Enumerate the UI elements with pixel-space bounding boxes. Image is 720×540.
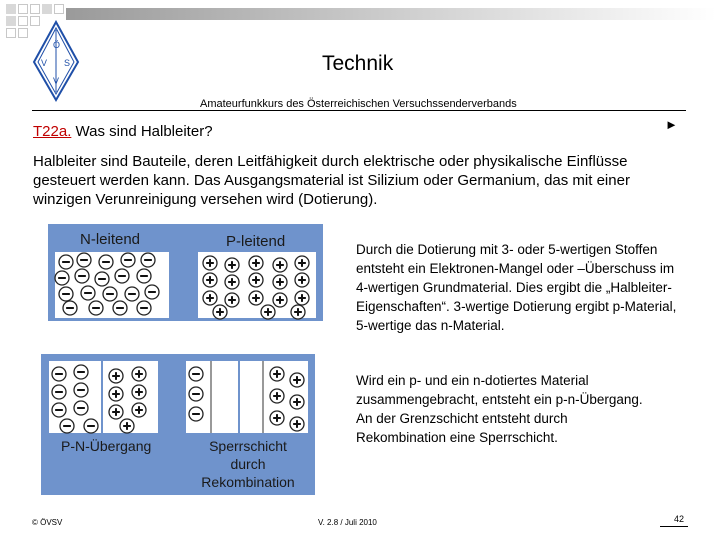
figure-pn-junction <box>41 354 315 495</box>
paragraph-dotierung: Durch die Dotierung mit 3- oder 5-wertigen Stoffen entsteht ein Elektronen-Mangel oder –Überschuss im 4-wertigen Grundmaterial. Dies ergibt die „Halbleiter-Eigenschaften“. 3-wertige Dotierung ergibt p-Material, 5-wertige das n-Material. <box>356 242 677 333</box>
label-n-leitend: N-leitend <box>80 231 141 248</box>
footer-rule <box>660 526 688 527</box>
header-divider <box>32 110 686 111</box>
label-rekombination: Rekombination <box>201 474 295 490</box>
footer-version: V. 2.8 / Juli 2010 <box>318 518 377 527</box>
figure-doping <box>48 224 323 321</box>
logo-letter-v1: V <box>41 58 48 68</box>
label-sperrschicht: Sperrschicht <box>209 438 287 454</box>
label-p-leitend: P-leitend <box>226 233 286 250</box>
question-text: Was sind Halbleiter? <box>75 123 213 140</box>
ovsv-logo <box>30 20 82 102</box>
intro-paragraph: Halbleiter sind Bauteile, deren Leitfähigkeit durch elektrische oder physikalische Einflüsse gesteuert werden kann. Das Ausgangsmaterial ist Silizium oder Germanium, das mit einer winzigen Verunreinigung versehen wird (Dotierung). <box>33 153 630 208</box>
question-heading <box>33 123 213 140</box>
question-number: T22a. <box>33 123 72 140</box>
page-title: Technik <box>322 52 394 75</box>
logo-letter-v2: V <box>53 76 60 86</box>
logo-letter-o: Ö <box>53 40 61 50</box>
header-gradient-bar <box>66 8 716 20</box>
next-arrow-icon[interactable]: ► <box>665 117 678 132</box>
page-subtitle: Amateurfunkkurs des Österreichischen Versuchssenderverbands <box>200 98 517 110</box>
paragraph-pn-uebergang: Wird ein p- und ein n-dotiertes Material zusammengebracht, entsteht ein p-n-Übergang. An der Grenzschicht entsteht durch Rekombination eine Sperrschicht. <box>356 373 643 445</box>
label-durch: durch <box>230 456 266 472</box>
label-pn-uebergang: P-N-Übergang <box>61 438 152 454</box>
page-number: 42 <box>674 514 685 524</box>
footer-copyright: © ÖVSV <box>32 518 63 527</box>
logo-letter-s: S <box>64 58 71 68</box>
